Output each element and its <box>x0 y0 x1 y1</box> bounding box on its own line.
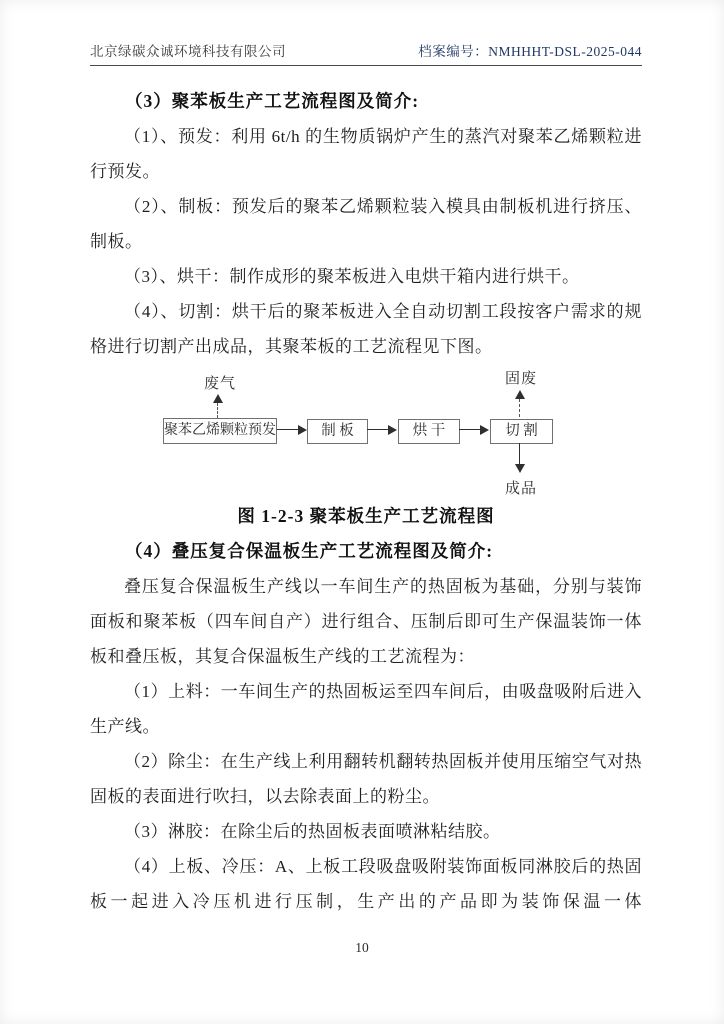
flow-box-drying: 烘 干 <box>398 419 460 444</box>
section4-heading: （4）叠压复合保温板生产工艺流程图及简介: <box>125 541 494 561</box>
section3-paragraph-1: （1）、预发：利用 6t/h 的生物质锅炉产生的蒸汽对聚苯乙烯颗粒进行预发。 <box>90 127 642 181</box>
product-line <box>519 443 520 465</box>
section4-paragraph-1: （1）上料：一车间生产的热固板运至四车间后，由吸盘吸附后进入生产线。 <box>90 682 642 736</box>
connector-line-2 <box>367 429 389 430</box>
arrow-up-icon-2 <box>515 390 525 399</box>
dashed-line-solid-waste <box>519 399 520 417</box>
archive-number <box>418 40 642 60</box>
flow-box-prefoaming: 聚苯乙烯颗粒预发 <box>163 418 277 444</box>
flow-box-board-making: 制 板 <box>307 419 368 444</box>
flow-box-cutting: 切 割 <box>490 419 553 444</box>
arrow-up-icon <box>213 394 223 403</box>
arrow-right-icon-3 <box>480 425 489 435</box>
section3-paragraph-2: （2）、制板：预发后的聚苯乙烯颗粒装入模具由制板机进行挤压、制板。 <box>90 197 642 251</box>
arrow-down-icon <box>515 464 525 473</box>
waste-gas-label: 废气 <box>204 376 237 392</box>
company-name: 北京绿碳众诚环境科技有限公司 <box>90 44 286 59</box>
page-content <box>90 40 642 919</box>
section4-paragraph-4: （4）上板、冷压：A、上板工段吸盘吸附装饰面板同淋胶后的热固板一起进入冷压机进行压制，生产出的产品即为装饰保温一体 <box>90 857 642 911</box>
dashed-line-waste-gas <box>217 403 218 418</box>
product-label: 成品 <box>505 481 538 497</box>
process-flow-diagram <box>90 366 642 499</box>
connector-line-3 <box>459 429 481 430</box>
archive-value: NMHHHT-DSL-2025-044 <box>488 44 642 59</box>
figure-caption: 图 1-2-3 聚苯板生产工艺流程图 <box>237 506 495 526</box>
arrow-right-icon-2 <box>388 425 397 435</box>
section4-paragraph-3: （3）淋胶：在除尘后的热固板表面喷淋粘结胶。 <box>124 822 501 841</box>
section4-intro: 叠压复合保温板生产线以一车间生产的热固板为基础，分别与装饰面板和聚苯板（四车间自产）进行组合、压制后即可生产保温装饰一体板和叠压板，其复合保温板生产线的工艺流程为： <box>90 577 642 666</box>
page-header <box>90 40 642 66</box>
page-number: 10 <box>355 940 369 955</box>
archive-label: 档案编号： <box>418 44 489 59</box>
section4-paragraph-2: （2）除尘：在生产线上利用翻转机翻转热固板并使用压缩空气对热固板的表面进行吹扫，以去除表面上的粉尘。 <box>90 752 642 806</box>
solid-waste-label: 固废 <box>505 371 538 387</box>
arrow-right-icon-1 <box>298 425 307 435</box>
document-body <box>90 84 642 919</box>
section3-paragraph-4: （4）、切割：烘干后的聚苯板进入全自动切割工段按客户需求的规格进行切割产出成品，其聚苯板的工艺流程见下图。 <box>90 302 642 356</box>
section3-heading: （3）聚苯板生产工艺流程图及简介: <box>125 91 420 111</box>
connector-line-1 <box>277 429 299 430</box>
section3-paragraph-3: （3）、烘干：制作成形的聚苯板进入电烘干箱内进行烘干。 <box>124 267 580 286</box>
